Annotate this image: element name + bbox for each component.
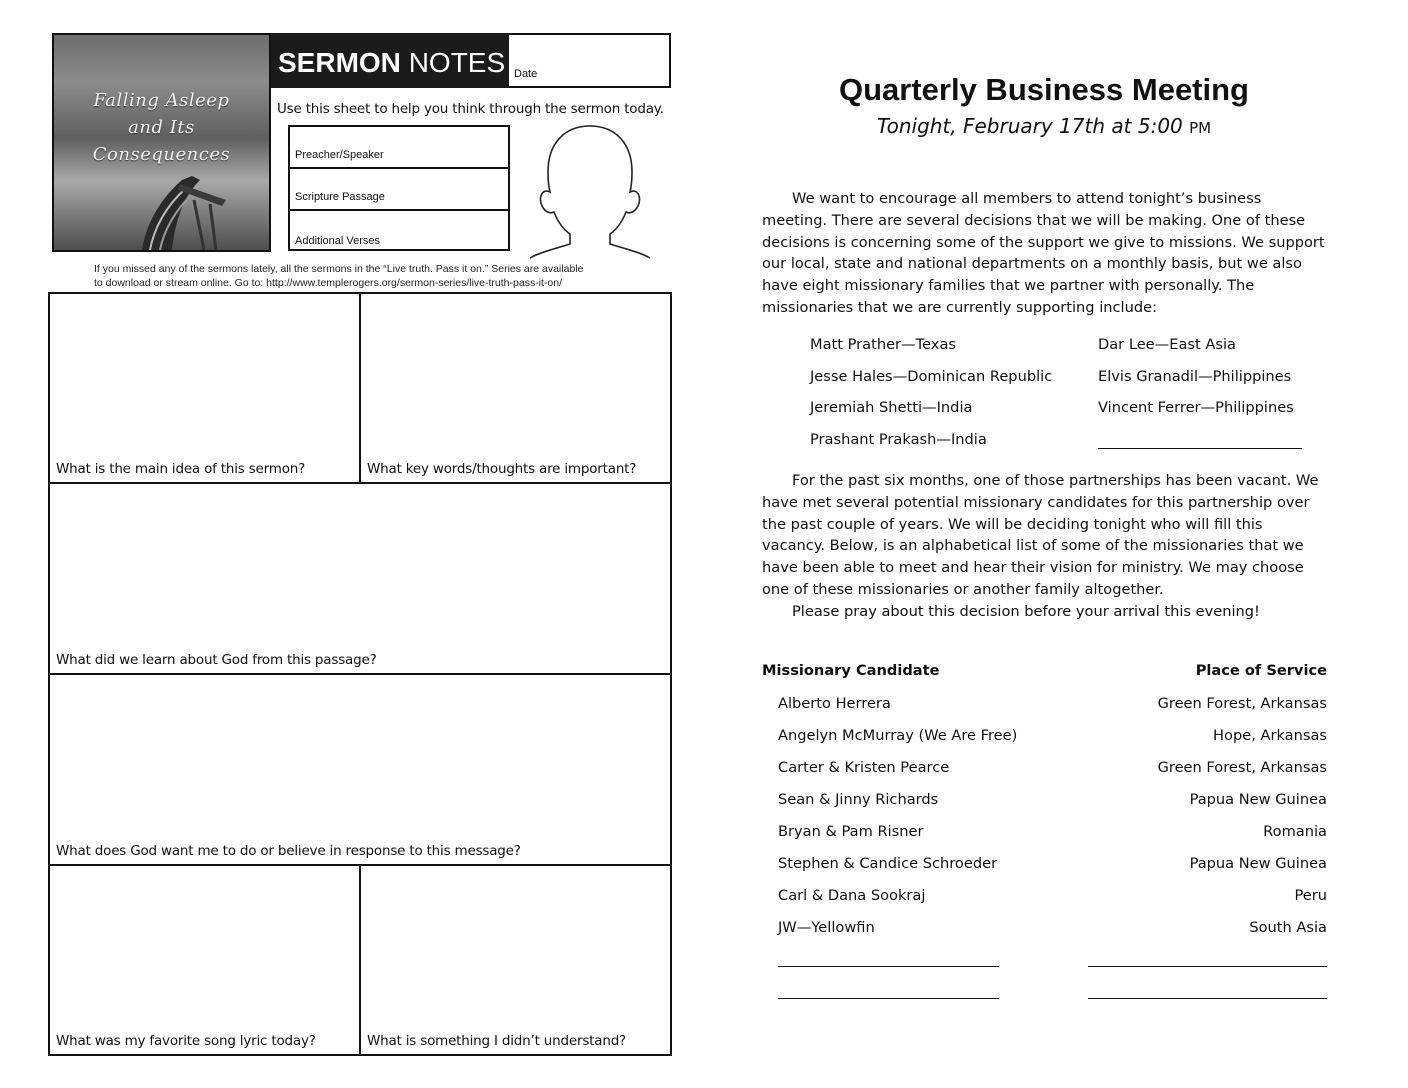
- vacancy-paragraph: [762, 470, 1328, 601]
- vacant-missionary-blank[interactable]: [1098, 448, 1302, 449]
- meeting-subtitle: [760, 114, 1328, 138]
- candidate-name: Stephen & Candice Schroeder: [778, 855, 998, 872]
- sermon-series-title: [54, 87, 269, 168]
- cover-title-line: Consequences: [92, 144, 231, 165]
- preacher-label: Preacher/Speaker: [295, 149, 384, 161]
- meeting-title: Quarterly Business Meeting: [838, 72, 1249, 107]
- intro-paragraph: [762, 188, 1328, 319]
- sermon-notes-header: [271, 33, 509, 88]
- missionary-item: Matt Prather—Texas: [810, 336, 956, 353]
- preacher-field[interactable]: [290, 127, 508, 169]
- blank-candidate-name[interactable]: [778, 966, 999, 967]
- candidate-column-header: Missionary Candidate: [762, 662, 940, 679]
- missionary-item: Jeremiah Shetti—India: [810, 399, 973, 416]
- candidate-name: Bryan & Pam Risner: [778, 823, 924, 840]
- scripture-field[interactable]: [290, 169, 508, 211]
- cover-title-line: Falling Asleep: [93, 90, 230, 111]
- missionary-item: Prashant Prakash—India: [810, 431, 987, 448]
- blank-candidate-name[interactable]: [778, 998, 999, 999]
- scripture-label: Scripture Passage: [295, 191, 385, 203]
- prayer-paragraph-text: Please pray about this decision before your arrival this evening!: [792, 603, 1260, 620]
- header-sermon-word: SERMON: [278, 47, 401, 78]
- candidate-place: Papua New Guinea: [1189, 855, 1327, 872]
- candidate-name: Angelyn McMurray (We Are Free): [778, 727, 1018, 744]
- missionary-item: Vincent Ferrer—Philippines: [1098, 399, 1294, 416]
- head-outline-icon: [528, 122, 652, 260]
- question-label: What is something I didn’t understand?: [367, 1033, 627, 1049]
- header-notes-word: NOTES: [408, 47, 506, 78]
- candidate-place: South Asia: [1249, 919, 1327, 936]
- cover-title-line: and Its: [128, 117, 195, 138]
- note-box-main-idea[interactable]: [48, 292, 361, 484]
- question-label: What does God want me to do or believe in response to this message?: [56, 843, 521, 859]
- date-field[interactable]: [509, 33, 671, 88]
- candidate-name: Carl & Dana Sookraj: [778, 887, 926, 904]
- candidate-name: Alberto Herrera: [778, 695, 891, 712]
- candidate-place: Peru: [1294, 887, 1327, 904]
- candidate-place: Green Forest, Arkansas: [1157, 695, 1327, 712]
- question-label: What did we learn about God from this passage?: [56, 652, 377, 668]
- missed-sermons-note: [94, 262, 654, 290]
- candidate-place: Papua New Guinea: [1189, 791, 1327, 808]
- meeting-time: Tonight, February 17th at 5:00: [876, 114, 1183, 138]
- missed-note-line: If you missed any of the sermons lately, all the sermons in the “Live truth. Pass it on.” Series are available: [94, 263, 584, 275]
- missionary-item: Dar Lee—East Asia: [1098, 336, 1236, 353]
- candidate-name: Carter & Kristen Pearce: [778, 759, 950, 776]
- candidate-place: Green Forest, Arkansas: [1157, 759, 1327, 776]
- vacancy-paragraph-text: For the past six months, one of those partnerships has been vacant. We have met several potential missionary candidates for this partnership over the past couple of years. We will be deciding tonight who will fill this vacancy. Below, is an alphabetical list of some of the missionaries that we have been able to meet and hear their vision for ministry. We may choose one of these missionaries or another family altogether.: [762, 472, 1319, 598]
- place-column-header: Place of Service: [1195, 662, 1327, 679]
- meeting-time-pm: PM: [1189, 119, 1212, 137]
- candidate-place: Hope, Arkansas: [1213, 727, 1327, 744]
- sermon-cover-image: [52, 33, 271, 252]
- prayer-paragraph: [762, 601, 1328, 623]
- candidate-place: Romania: [1263, 823, 1327, 840]
- additional-verses-label: Additional Verses: [295, 235, 380, 247]
- question-label: What was my favorite song lyric today?: [56, 1033, 316, 1049]
- missionary-item: Jesse Hales—Dominican Republic: [810, 368, 1053, 385]
- candidate-name: JW—Yellowfin: [778, 919, 875, 936]
- instructions-text: Use this sheet to help you think through the sermon today.: [277, 101, 664, 117]
- note-box-key-words[interactable]: [359, 292, 672, 484]
- blank-candidate-place[interactable]: [1088, 966, 1327, 967]
- date-label: Date: [514, 68, 538, 80]
- missed-note-line: to download or stream online. Go to: http://www.templerogers.org/sermon-series/live-truth-pass-it-on/: [94, 277, 563, 289]
- note-box-song-lyric[interactable]: [48, 864, 361, 1056]
- additional-verses-field[interactable]: [290, 211, 508, 253]
- note-box-response[interactable]: [48, 673, 672, 866]
- sermon-info-table: [288, 125, 510, 251]
- question-label: What is the main idea of this sermon?: [56, 461, 306, 477]
- intro-paragraph-text: We want to encourage all members to attend tonight’s business meeting. There are several decisions that we will be making. One of these decisions is concerning some of the support we give to missions. We support our local, state and national departments on a monthly basis, but we also have eight missionary families that we partner with personally. The missionaries that we are currently supporting include:: [762, 190, 1325, 316]
- boat-illustration: [54, 170, 269, 250]
- question-label: What key words/thoughts are important?: [367, 461, 637, 477]
- note-box-didnt-understand[interactable]: [359, 864, 672, 1056]
- blank-candidate-place[interactable]: [1088, 998, 1327, 999]
- candidate-name: Sean & Jinny Richards: [778, 791, 939, 808]
- note-box-learn-about-god[interactable]: [48, 482, 672, 675]
- missionary-item: Elvis Granadil—Philippines: [1098, 368, 1292, 385]
